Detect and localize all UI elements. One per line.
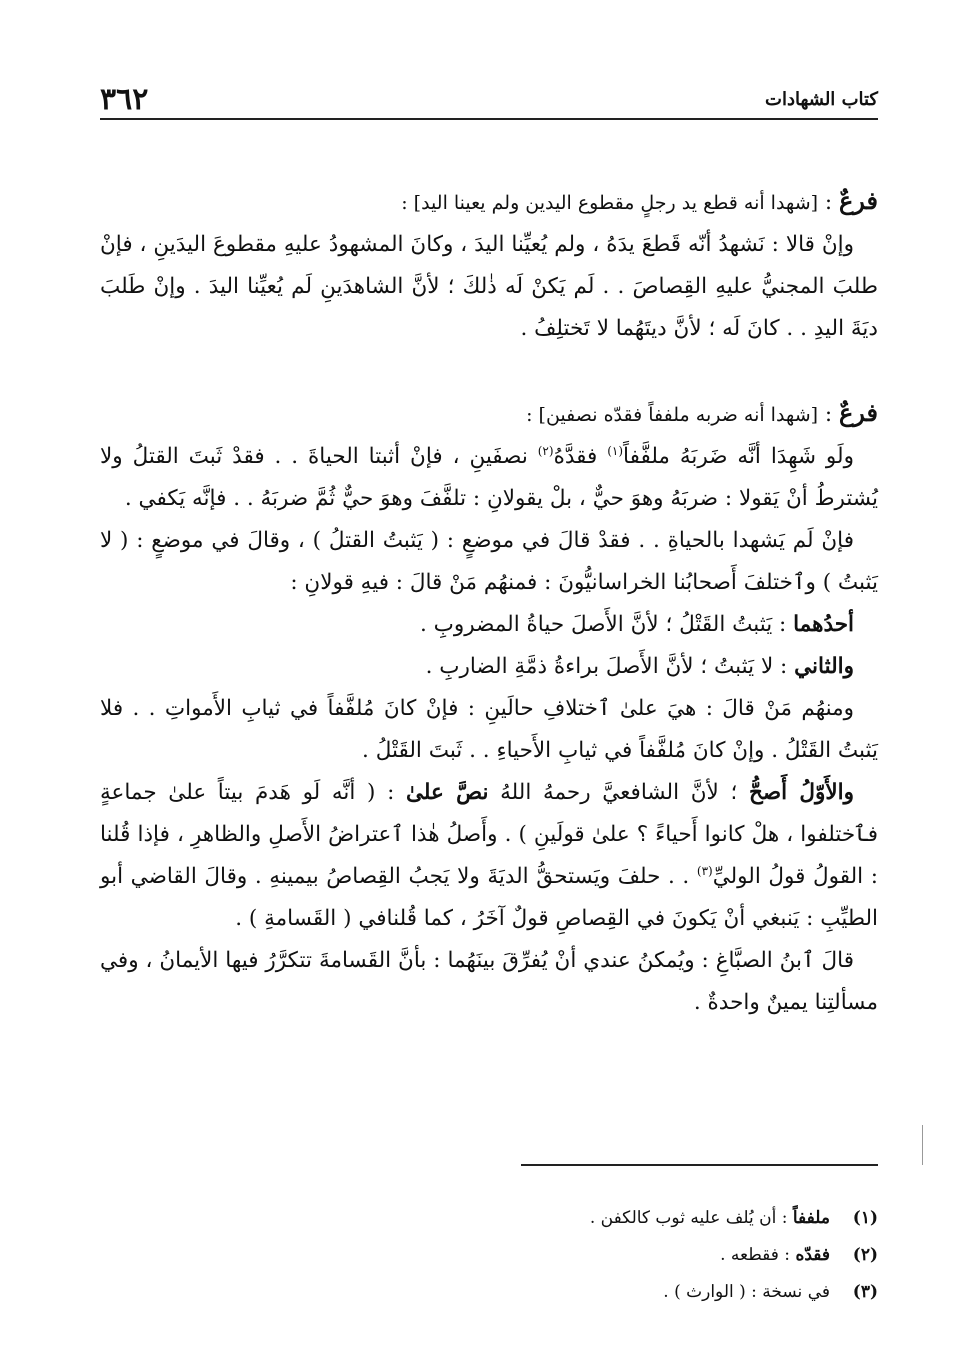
section-gap (100, 350, 878, 392)
paragraph-7 (100, 772, 878, 940)
paragraph-2-part-a: ولَو شَهِدَا أنَّه ضَربَهُ ملفَّفاً (623, 444, 854, 469)
section-heading-2 (100, 392, 878, 436)
paragraph-5 (100, 646, 878, 688)
preferred-view-label: والأَوّلُ أَصحُّ (748, 780, 854, 805)
text-stated-label: نصَّ علىٰ (405, 780, 489, 805)
main-text (100, 180, 878, 1024)
paragraph-2-part-c: نصفَينِ ، فإنْ أثبتا الحياةَ . . فقدْ ثَبتَ القتلُ ولا يُشترطُ أنْ يَقولا : ضربَهُ وهوَ حيٌّ ، بلْ يقولانِ : تلفَّفَ وهوَ حيٌّ ثُمَّ ضربَهُ . . فإنَّه يَكفي . (100, 444, 878, 511)
second-view-text: : لا يَثبتُ ؛ لأنَّ الأَصلَ براءةُ ذمَّةِ الضاربِ . (425, 654, 795, 679)
section-title-1: [شهدا أنه قطع يد رجلٍ مقطوع اليدين ولم يعينا اليد] : (401, 192, 819, 214)
first-view-label: أحدُهما (793, 612, 854, 637)
footnotes (100, 1200, 878, 1311)
paragraph-6: ومنهُم مَنْ قالَ : هيَ علىٰ ٱختلافِ حالَينِ : فإنْ كانَ مُلفَّفاً في ثيابِ الأَمواتِ . . فلا يَثبتُ القَتْلُ . وإنْ كانَ مُلفَّفاً في ثيابِ الأَحياءِ . . ثَبتَ القَتْلُ . (100, 696, 878, 763)
margin-mark (922, 1125, 923, 1165)
page-header (100, 78, 878, 120)
footnote-3 (100, 1274, 878, 1311)
second-view-label: والثاني (794, 654, 854, 679)
footnote-number: (١) (852, 1208, 878, 1228)
footnote-text: في نسخة : ( الوارث ) . (663, 1282, 830, 1302)
paragraph-3: فإنْ لَم يَشهدا بالحياةِ . . فقدْ قالَ في موضعٍ : ( يَثبتُ القتلُ ) ، وقالَ في موضعٍ : ( لا يَثبتُ ) وٱختلفَ أَصحابُنا الخراسانيُّونَ : فمنهُم مَنْ قالَ : فيهِ قولانِ : (100, 528, 878, 595)
paragraph-7-part-d: . . حلفَ ويَستحقُّ الديَةَ ولا يَجبُ القِصاصُ بيمينهِ . وقالَ القاضي أبو الطيِّبِ : يَنبغي أنْ يَكونَ في القِصاصِ قولٌ آخَرُ ، كما قُلنافي ( القَسامةِ ) . (100, 864, 878, 931)
footnote-2 (100, 1237, 878, 1274)
footnote-term: فقدّه (795, 1245, 830, 1265)
paragraph-8: قالَ ٱبنُ الصبَّاغِ : ويُمكنُ عندي أنْ يُفرِّقَ بينَهُما : بأنَّ القَسامةَ تتكرَّرُ فيها الأيمانُ ، وفي مسألتِنا يمينٌ واحدةٌ . (100, 948, 878, 1015)
paragraph-7-part-a: ؛ لأنَّ الشافعيَّ رحمهُ اللهُ (488, 780, 749, 805)
section-title-2: [شهدا أنه ضربه ملففاً فقدّه نصفين] : (526, 404, 819, 426)
paragraph-2 (100, 436, 878, 520)
footnote-divider (521, 1164, 878, 1166)
section-heading-1 (100, 180, 878, 224)
paragraph-2-part-b: فقدَّهُ (553, 444, 608, 469)
paragraph-4 (100, 604, 878, 646)
footnote-1 (100, 1200, 878, 1237)
footnote-text: : أن يُلف عليه ثوب كالكفن . (589, 1208, 793, 1228)
footnote-text: : فقطعه . (720, 1245, 796, 1265)
section-lead-1: فرعٌ (838, 186, 878, 215)
footnote-ref-2[interactable]: (٢) (537, 443, 554, 458)
heading-colon-2: : (818, 402, 839, 427)
footnote-number: (٢) (852, 1245, 878, 1265)
footnote-number: (٣) (852, 1282, 878, 1302)
footnote-ref-3[interactable]: (٣) (696, 863, 713, 878)
heading-colon-1: : (818, 190, 839, 215)
first-view-text: : يَثبتُ القَتْلُ ؛ لأنَّ الأَصلَ حياةُ المضروبِ . (419, 612, 794, 637)
section-lead-2: فرعٌ (838, 398, 878, 427)
footnote-term: ملففاً (792, 1208, 830, 1228)
page-number: ٣٦٢ (100, 82, 149, 117)
paragraph-1: وإنْ قالا : نَشهدُ أنّه قَطعَ يدَهُ ، ولم يُعيِّنا اليدَ ، وكانَ المشهودُ عليهِ مقطوعَ اليدَينِ ، فإنْ طلبَ المجنيُّ عليهِ القِصاصَ . . لَم يَكنْ لَه ذٰلكَ ؛ لأنَّ الشاهدَينِ لَم يُعيِّنا اليدَ . وإنْ طَلبَ ديَةَ اليدِ . . كانَ لَه ؛ لأنَّ ديتَهُما لا تَختلِفُ . (100, 232, 878, 341)
running-title: كتاب الشهادات (765, 89, 878, 110)
paragraph-7-part-c: : ( أنَّه لَو هَدمَ بيتاً علىٰ جماعةٍ فٱختلفوا ، هلْ كانوا أَحياءً ؟ علىٰ قولَينِ ) . وأَصلُ هٰذا ٱعتراضُ الأَصلِ والظاهرِ ، فإذا قُلنا : القولُ قولُ الوليِّ (100, 780, 879, 889)
footnote-ref-1[interactable]: (١) (607, 443, 624, 458)
